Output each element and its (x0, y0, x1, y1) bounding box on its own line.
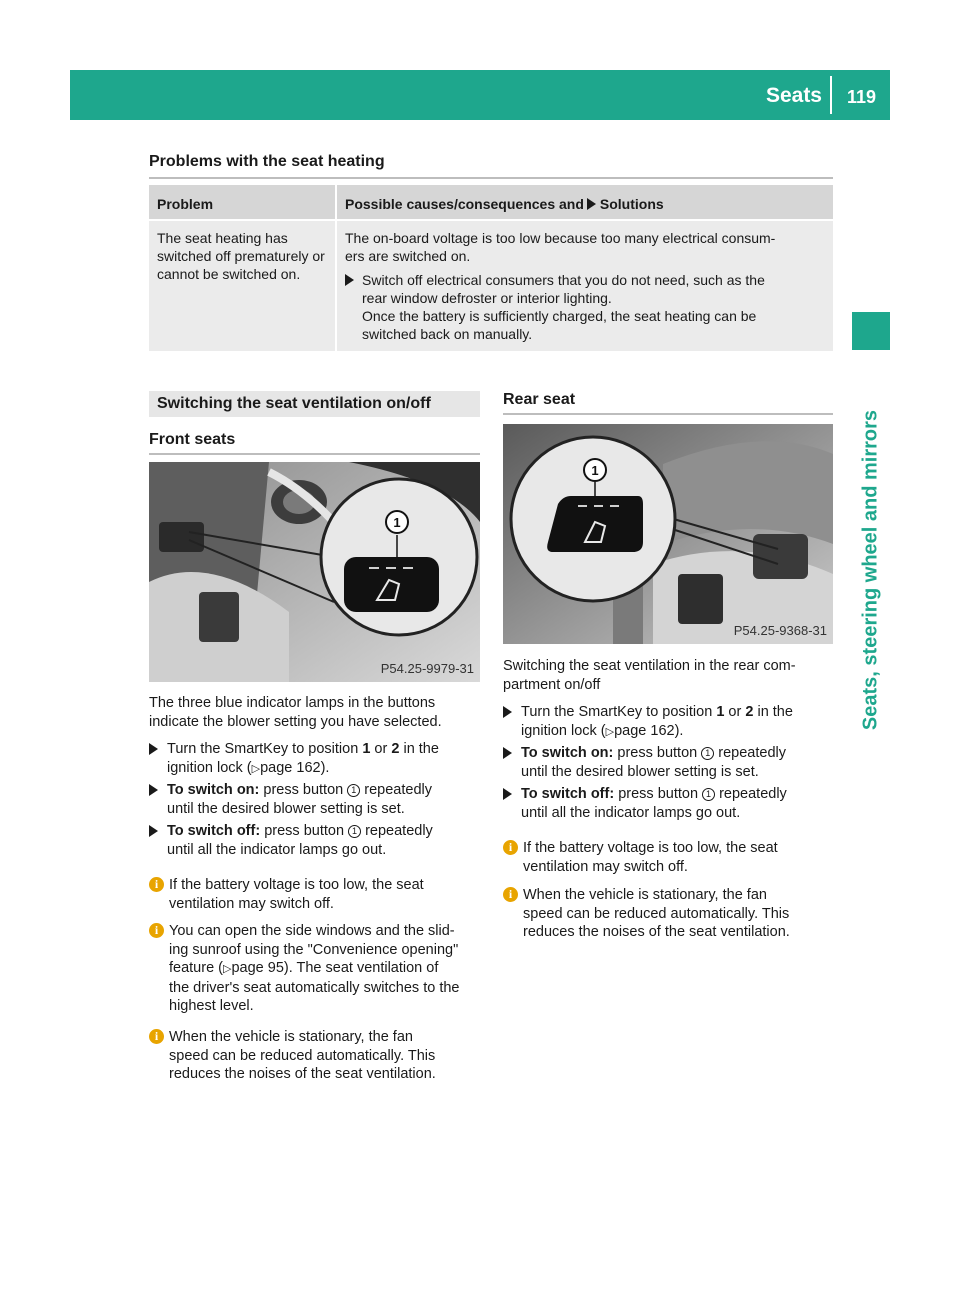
step-arrow-icon (149, 743, 158, 755)
step-text: press button (618, 786, 699, 802)
info-icon: i (503, 840, 518, 855)
info-text: highest level. (169, 998, 254, 1014)
step-arrow-icon (149, 784, 158, 796)
problems-heading: Problems with the seat heating (149, 153, 385, 170)
step-text: or (728, 704, 742, 720)
step-label: To switch on: (167, 782, 260, 798)
info-icon: i (503, 887, 518, 902)
ventilation-heading: Switching the seat ventilation on/off (157, 395, 431, 412)
front-info-stationary (149, 1028, 436, 1084)
rear-info-battery (503, 839, 778, 876)
rear-step-switch-off (503, 785, 787, 822)
step-label: To switch on: (521, 745, 614, 761)
page-ref-icon: ▷ (251, 762, 261, 775)
info-text: If the battery voltage is too low, the seat (169, 877, 424, 893)
step-arrow-icon (503, 706, 512, 718)
callout-1-icon: 1 (347, 784, 360, 797)
callout-1-icon: 1 (591, 463, 599, 478)
front-seats-rule (149, 453, 480, 455)
callout-1-icon: 1 (702, 788, 715, 801)
info-text: If the battery voltage is too low, the seat (523, 840, 778, 856)
page-number: 119 (846, 87, 876, 107)
rear-step-position (503, 703, 793, 741)
info-text: reduces the noises of the seat ventilation. (169, 1066, 436, 1082)
position-1: 1 (716, 704, 725, 720)
col-causes-suffix: Solutions (599, 196, 664, 212)
step-text: repeatedly (365, 823, 433, 839)
step-text: ignition lock ( (521, 722, 606, 739)
step-text: in the (757, 704, 793, 720)
intro-line: Switching the seat ventilation in the rear com- (503, 658, 796, 674)
cause-line: The on-board voltage is too low because too many electrical consum- (345, 230, 776, 246)
front-intro (149, 694, 442, 731)
info-text: feature ( (169, 960, 223, 976)
rear-info-stationary (503, 886, 790, 942)
rear-seat-heading: Rear seat (503, 391, 576, 408)
cause-cell (345, 229, 775, 265)
image-code: P54.25-9979-31 (380, 661, 474, 676)
front-step-switch-on (149, 781, 432, 818)
problems-table (149, 185, 833, 351)
position-2: 2 (391, 741, 400, 757)
col-causes-prefix: Possible causes/consequences and (345, 196, 584, 212)
step-arrow-icon (503, 747, 512, 759)
step-text: until all the indicator lamps go out. (167, 841, 387, 858)
intro-line: indicate the blower setting you have selected. (149, 713, 442, 730)
solution-line: Switch off electrical consumers that you do not need, such as the (362, 272, 765, 288)
step-text: until all the indicator lamps go out. (521, 804, 741, 821)
info-text: the driver's seat automatically switches to the (169, 979, 460, 996)
step-text: ignition lock ( (167, 759, 252, 776)
cause-line: ers are switched on. (345, 248, 471, 264)
front-seats-heading: Front seats (149, 431, 236, 448)
page-ref-link[interactable]: page 162). (260, 759, 330, 776)
callout-1-icon: 1 (348, 825, 361, 838)
callout-1-icon: 1 (393, 515, 401, 530)
step-label: To switch off: (167, 823, 261, 839)
info-text: speed can be reduced automatically. This (169, 1047, 436, 1064)
step-text: repeatedly (719, 786, 787, 802)
info-icon: i (149, 1029, 164, 1044)
page-ref-link[interactable]: page 95). The seat ventilation of (231, 960, 439, 976)
table-column-divider (335, 185, 337, 351)
chapter-side-label: Seats, steering wheel and mirrors (859, 409, 882, 731)
step-arrow-icon (503, 788, 512, 800)
intro-line: The three blue indicator lamps in the buttons (149, 695, 436, 711)
page-ref-icon: ▷ (223, 963, 232, 975)
front-seats-photo (149, 462, 480, 682)
step-text: repeatedly (718, 745, 786, 761)
info-text: When the vehicle is stationary, the fan (523, 887, 767, 903)
step-arrow-icon (149, 825, 158, 837)
page-header (70, 70, 890, 120)
rear-door-illustration (503, 424, 833, 644)
solution-line: switched back on manually. (362, 326, 533, 342)
step-arrow-icon (345, 274, 354, 286)
step-text: Turn the SmartKey to position (167, 741, 359, 757)
solution-cell (345, 271, 765, 343)
step-text: in the (403, 741, 439, 757)
position-1: 1 (362, 741, 371, 757)
info-icon: i (149, 923, 164, 938)
solution-line: Once the battery is sufficiently charged, the seat heating can be (362, 308, 757, 324)
step-arrow-icon (587, 198, 596, 210)
header-divider (830, 76, 832, 114)
col-causes-header (345, 196, 664, 212)
solution-line: rear window defroster or interior lighting. (362, 290, 612, 306)
front-step-position (149, 740, 439, 778)
problems-heading-rule (149, 177, 833, 179)
step-text: or (374, 741, 388, 757)
step-label: To switch off: (521, 786, 615, 802)
callout-1-icon: 1 (701, 747, 714, 760)
image-code: P54.25-9368-31 (733, 623, 827, 638)
rear-seat-rule (503, 413, 833, 415)
info-text: reduces the noises of the seat ventilation. (523, 924, 790, 940)
step-text: repeatedly (364, 782, 432, 798)
step-text: press button (263, 782, 344, 798)
front-door-illustration (149, 462, 480, 682)
page-ref-icon: ▷ (605, 725, 615, 738)
intro-line: partment on/off (503, 676, 601, 693)
position-2: 2 (745, 704, 754, 720)
rear-seat-photo (503, 424, 833, 644)
info-text: When the vehicle is stationary, the fan (169, 1029, 413, 1045)
page-ref-link[interactable]: page 162). (614, 722, 684, 739)
info-icon: i (149, 877, 164, 892)
step-text: until the desired blower setting is set. (167, 800, 405, 817)
problem-cell: The seat heating has switched off prematurely or cannot be switched on. (157, 230, 325, 282)
header-title: Seats (765, 84, 822, 107)
step-text: press button (264, 823, 345, 839)
col-problem-header: Problem (157, 196, 214, 212)
rear-step-switch-on (503, 744, 786, 781)
info-text: You can open the side windows and the slid- (169, 923, 455, 939)
front-step-switch-off (149, 822, 433, 859)
step-text: press button (617, 745, 698, 761)
info-text: ventilation may switch off. (523, 858, 688, 875)
ventilation-heading-box (149, 391, 480, 417)
info-text: ventilation may switch off. (169, 895, 334, 912)
chapter-tab-marker (852, 312, 890, 350)
step-text: Turn the SmartKey to position (521, 704, 713, 720)
front-info-convenience (149, 922, 459, 1016)
step-text: until the desired blower setting is set. (521, 763, 759, 780)
rear-intro (503, 657, 796, 694)
info-text: speed can be reduced automatically. This (523, 905, 790, 922)
info-text: ing sunroof using the "Convenience opening" (169, 941, 459, 958)
front-info-battery (149, 876, 424, 913)
